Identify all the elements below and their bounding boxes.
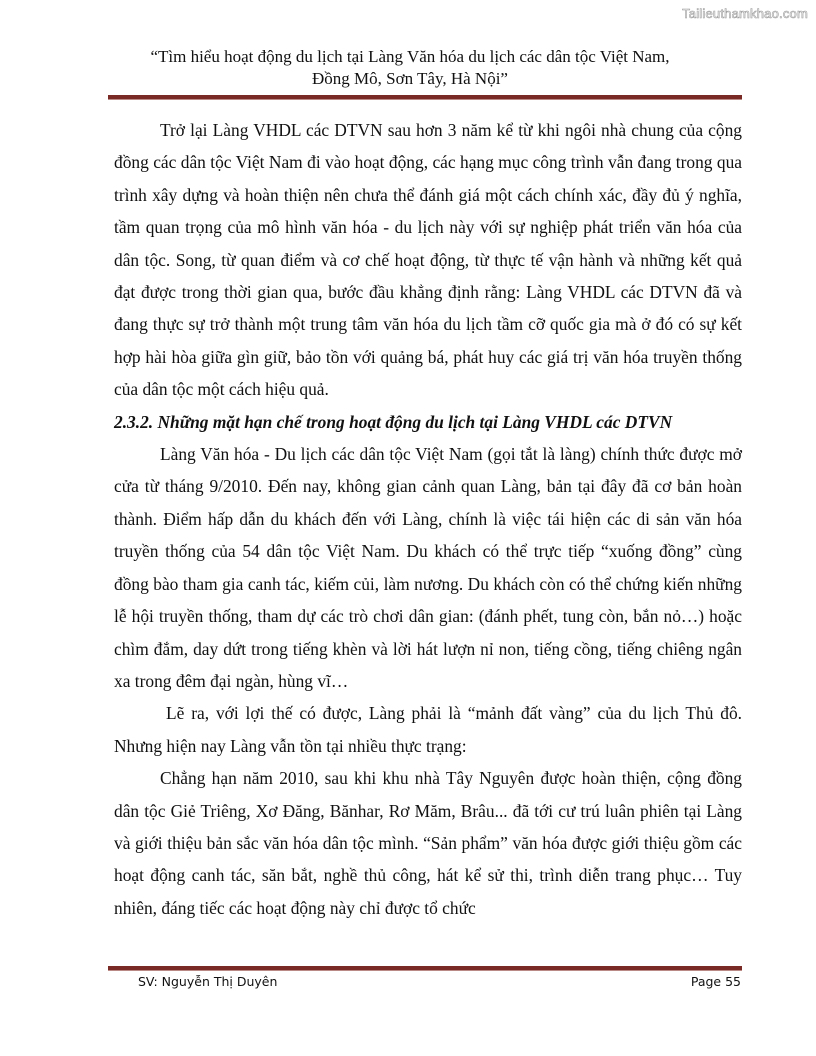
page-header-title — [110, 46, 710, 90]
paragraph-2: Làng Văn hóa - Du lịch các dân tộc Việt Nam (gọi tắt là làng) chính thức được mở cửa từ tháng 9/2010. Đến nay, không gian cảnh quan Làng, bản tại đây đã cơ bản hoàn thành. Điểm hấp dẫn du khách đến với Làng, chính là việc tái hiện các di sản văn hóa truyền thống của 54 dân tộc Việt Nam. Du khách có thể trực tiếp “xuống đồng” cùng đồng bào tham gia canh tác, kiếm củi, làm nương. Du khách còn có thể chứng kiến những lễ hội truyền thống, tham dự các trò chơi dân gian: (đánh phết, tung còn, bắn nỏ…) hoặc chìm đắm, day dứt trong tiếng khèn và lời hát lượn nỉ non, tiếng cồng, tiếng chiêng ngân xa trong đêm đại ngàn, hùng vĩ… — [114, 444, 742, 691]
footer-divider — [108, 966, 742, 971]
watermark: Tailieuthamkhao.com — [682, 6, 808, 21]
page-number: Page 55 — [690, 974, 741, 989]
header-title-line-1: “Tìm hiểu hoạt động du lịch tại Làng Văn hóa du lịch các dân tộc Việt Nam, — [150, 47, 670, 66]
paragraph-3: Lẽ ra, với lợi thế có được, Làng phải là “mảnh đất vàng” của du lịch Thủ đô. Nhưng hiện nay Làng vẫn tồn tại nhiều thực trạng: — [114, 703, 742, 756]
header-divider — [108, 95, 742, 100]
paragraph-4: Chẳng hạn năm 2010, sau khi khu nhà Tây Nguyên được hoàn thiện, cộng đồng dân tộc Giẻ Triêng, Xơ Đăng, Bănhar, Rơ Măm, Brâu... đã tới cư trú luân phiên tại Làng và giới thiệu bản sắc văn hóa dân tộc mình. “Sản phẩm” văn hóa được giới thiệu gồm các hoạt động canh tác, săn bắt, nghề thủ công, hát kể sử thi, trình diễn trang phục… Tuy nhiên, đáng tiếc các hoạt động này chỉ được tổ chức — [114, 768, 742, 918]
paragraph-1: Trở lại Làng VHDL các DTVN sau hơn 3 năm kể từ khi ngôi nhà chung của cộng đồng các dân tộc Việt Nam đi vào hoạt động, các hạng mục công trình vẫn đang trong qua trình xây dựng và hoàn thiện nên chưa thể đánh giá một cách chính xác, đầy đủ ý nghĩa, tầm quan trọng của mô hình văn hóa - du lịch này với sự nghiệp phát triển văn hóa của dân tộc. Song, từ quan điểm và cơ chế hoạt động, từ thực tế vận hành và những kết quả đạt được trong thời gian qua, bước đầu khẳng định rằng: Làng VHDL các DTVN đã và đang thực sự trở thành một trung tâm văn hóa du lịch tầm cỡ quốc gia mà ở đó có sự kết hợp hài hòa giữa gìn giữ, bảo tồn với quảng bá, phát huy các giá trị văn hóa truyền thống của dân tộc một cách hiệu quả. — [114, 120, 742, 400]
footer-author: SV: Nguyễn Thị Duyên — [138, 974, 278, 989]
header-title-line-2: Đồng Mô, Sơn Tây, Hà Nội” — [312, 69, 508, 88]
section-heading: 2.3.2. Những mặt hạn chế trong hoạt động du lịch tại Làng VHDL các DTVN — [114, 411, 673, 432]
page-footer — [138, 974, 741, 989]
document-body — [114, 114, 742, 924]
